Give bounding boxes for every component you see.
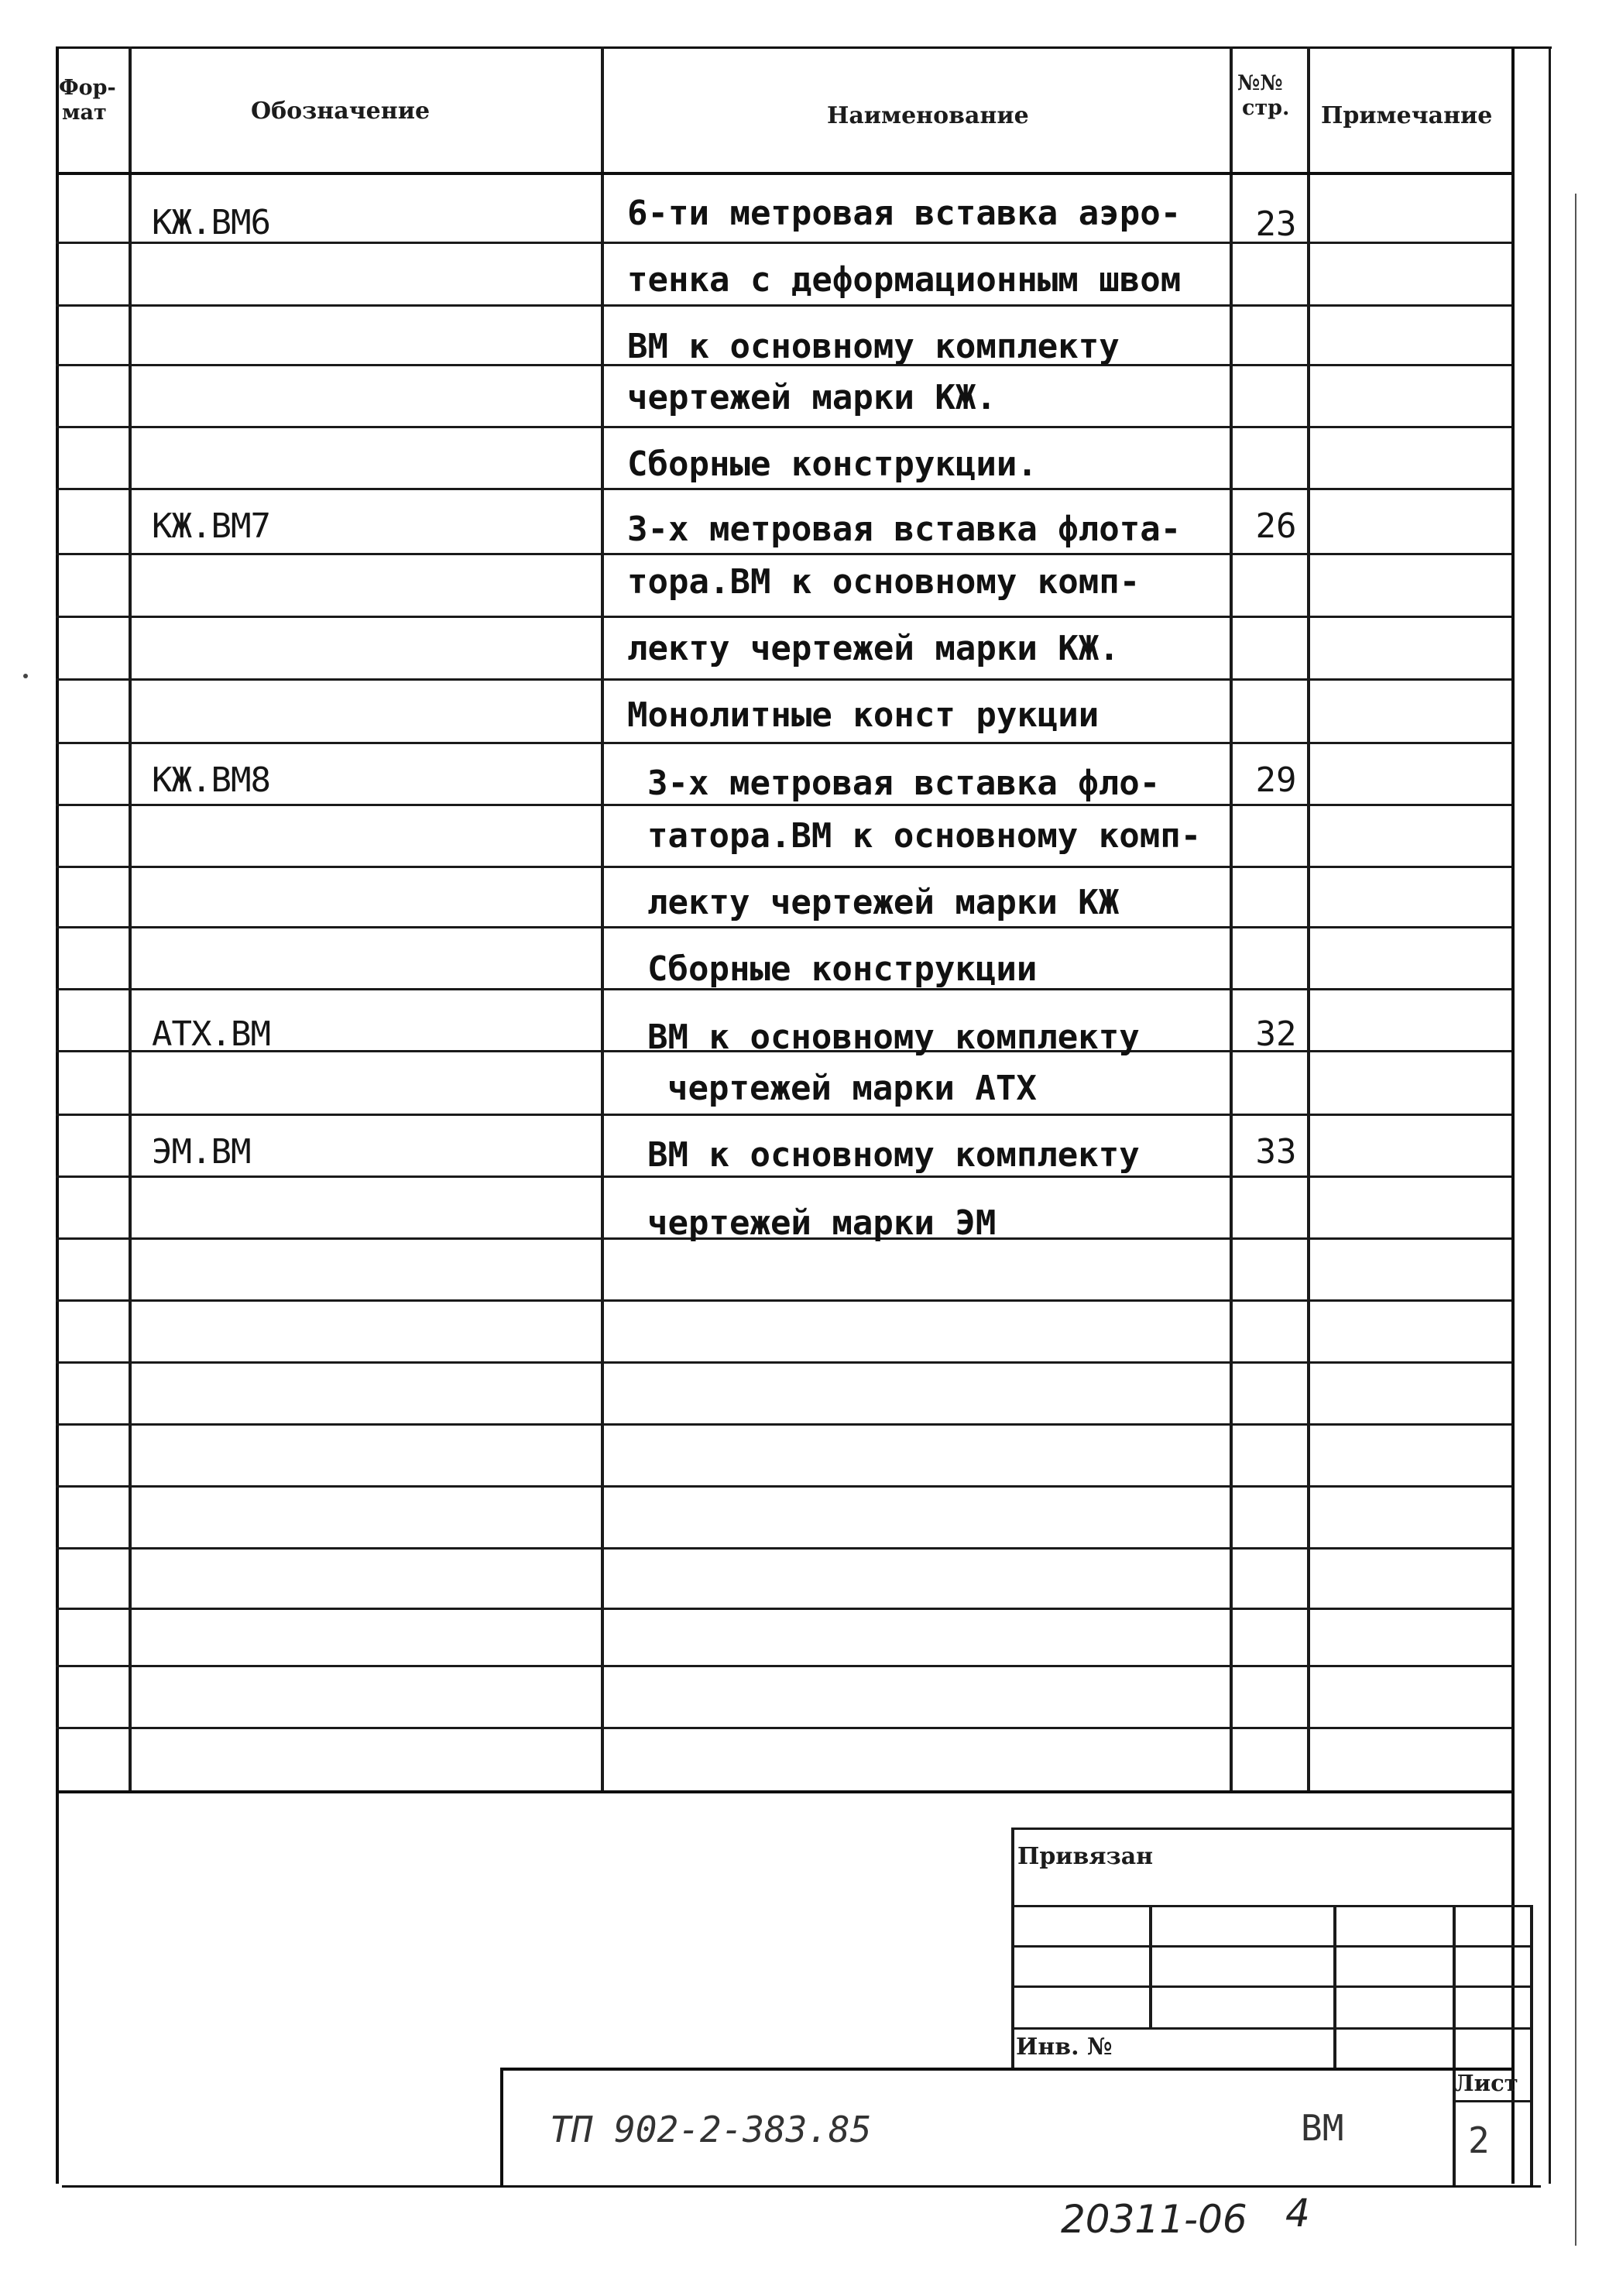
table-bottom-line [56,1790,1511,1793]
entry-name-line: чертежей марки КЖ. [627,378,997,417]
entry-name-line: татора.ВМ к основному комп- [647,816,1202,856]
entry-page: 29 [1255,760,1297,800]
stamp-bound-col [1530,1905,1533,2185]
entry-name-line: 3-х метровая вставка флота- [627,510,1182,549]
row-line [56,1727,1511,1729]
row-line [56,742,1511,744]
header-format [59,76,127,125]
row-line [56,1114,1511,1116]
frame-top-border [56,46,1552,49]
page-edge-line [1575,194,1576,2246]
entry-page: 26 [1255,506,1297,546]
row-line [56,1423,1511,1426]
entry-designation: ЭМ.ВМ [152,1132,251,1172]
scan-speck [23,674,28,678]
header-format-line1: Фор- [59,76,116,100]
row-line [56,678,1511,681]
row-line [56,1547,1511,1550]
row-line [56,1299,1511,1302]
col-divider-page [1307,46,1310,1793]
entry-name-line: лекту чертежей марки КЖ. [627,629,1120,668]
row-line [56,1361,1511,1364]
entry-name-line: Монолитные конст рукции [627,695,1100,735]
entry-name-line: ВМ к основному комплекту [627,327,1120,366]
entry-name-line: ВМ к основному комплекту [647,1135,1140,1175]
col-divider-name [1230,46,1233,1793]
title-block-left [500,2068,503,2185]
entry-name-line: чертежей марки АТХ [667,1069,1037,1108]
sheet-number: 2 [1468,2119,1490,2161]
row-line [56,304,1511,307]
entry-designation: КЖ.ВМ8 [152,760,270,800]
entry-designation: АТХ.ВМ [152,1014,270,1054]
frame-right-border [1511,46,1515,2184]
row-line [56,1485,1511,1488]
document-mark: ВМ [1301,2107,1344,2149]
sheet-label: Лист [1454,2070,1518,2096]
entry-name-line: тора.ВМ к основному комп- [627,562,1141,602]
entry-page: 23 [1255,204,1297,244]
entry-name-line: тенка с деформационным швом [627,260,1182,300]
row-line [56,1608,1511,1610]
entry-name-line: ВМ к основному комплекту [647,1018,1140,1057]
col-divider-designation [601,46,604,1793]
stamp-bound-label: Привязан [1017,1843,1154,1870]
row-line [56,553,1511,555]
entry-name-line: 3-х метровая вставка фло- [647,764,1161,803]
stamp-bound-left [1011,1828,1014,2069]
entry-name-line: Сборные конструкции. [627,444,1038,484]
header-note: Примечание [1321,102,1493,129]
stamp-bound-col [1333,1905,1336,2069]
handwritten-page: 4 [1285,2191,1310,2236]
header-page-no [1236,71,1305,121]
row-line [56,926,1511,928]
stamp-bound-col [1453,1905,1456,2185]
stamp-bound-col [1149,1905,1152,2027]
header-designation: Обозначение [251,98,431,125]
header-page-no-line1: №№ [1237,71,1283,95]
entry-designation: КЖ.ВМ6 [152,203,270,242]
entry-name-line: чертежей марки ЭМ [647,1203,997,1243]
header-name: Наименование [827,102,1029,129]
header-format-line2: мат [62,101,107,125]
sheet-cell-divider [1453,2100,1530,2102]
row-line [56,426,1511,428]
row-line [56,616,1511,618]
entry-name-line: лекту чертежей марки КЖ [647,883,1120,922]
col-divider-format [129,46,132,1793]
header-page-no-line2: стр. [1242,96,1290,120]
stamp-inv-label: Инв. № [1016,2033,1113,2061]
document-code: ТП 902-2-383.85 [550,2109,872,2150]
title-block-top [500,2068,1511,2071]
header-bottom-line [56,172,1511,175]
handwritten-number: 20311-06 [1061,2197,1247,2242]
row-line [56,488,1511,490]
entry-designation: КЖ.ВМ7 [152,506,270,546]
frame-bottom-border [62,2185,1541,2188]
entry-page: 32 [1255,1014,1297,1054]
entry-page: 33 [1255,1132,1297,1172]
frame-right-outer-border [1549,46,1551,2184]
row-line [56,866,1511,868]
stamp-bound-top [1011,1828,1511,1830]
row-line [56,1665,1511,1667]
entry-name-line: Сборные конструкции [647,949,1038,989]
entry-name-line: 6-ти метровая вставка аэро- [627,194,1182,233]
